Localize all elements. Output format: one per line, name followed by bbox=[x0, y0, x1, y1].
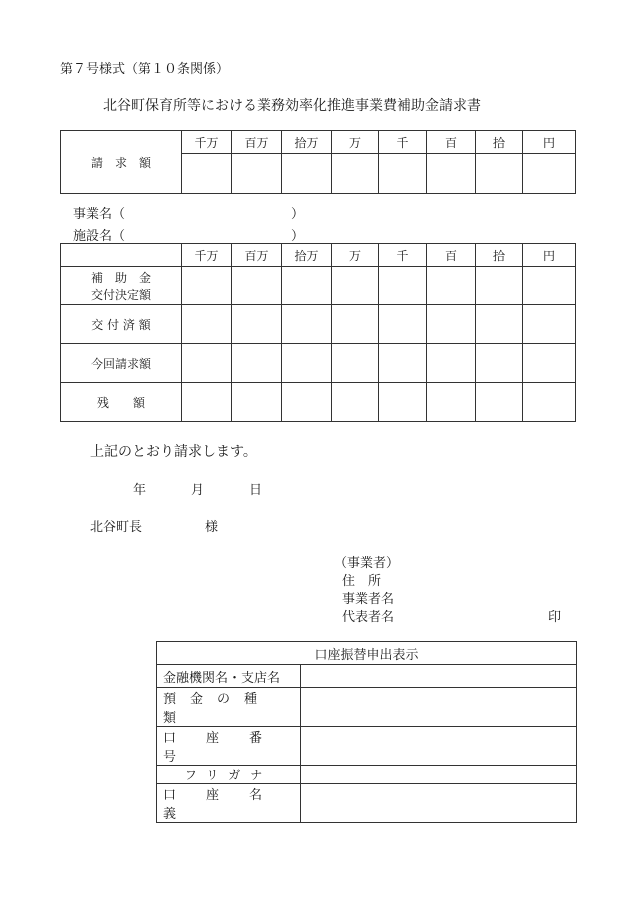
row-label-line: 交付決定額 bbox=[90, 287, 151, 302]
row-label-grant-decision bbox=[61, 267, 182, 305]
account-number-field[interactable] bbox=[301, 727, 577, 766]
digit-cell[interactable] bbox=[476, 383, 523, 422]
digit-cell[interactable] bbox=[476, 305, 523, 344]
honorific: 様 bbox=[205, 520, 219, 535]
digit-cell[interactable] bbox=[282, 305, 332, 344]
bank-account-table bbox=[156, 641, 577, 823]
digit-cell[interactable] bbox=[282, 344, 332, 383]
applicant-header: （事業者） bbox=[334, 556, 400, 571]
digit-cell[interactable] bbox=[523, 383, 576, 422]
digit-header: 万 bbox=[332, 244, 379, 267]
digit-cell[interactable] bbox=[523, 267, 576, 305]
addressee: 北谷町長 bbox=[90, 520, 143, 535]
claim-digit-cell[interactable] bbox=[332, 154, 379, 194]
claim-digit-cell[interactable] bbox=[476, 154, 523, 194]
digit-header: 円 bbox=[523, 131, 576, 154]
seal-mark: 印 bbox=[548, 610, 562, 625]
digit-header: 円 bbox=[523, 244, 576, 267]
applicant-representative-label: 代表者名 bbox=[342, 610, 395, 625]
date-month: 月 bbox=[191, 483, 205, 498]
digit-header: 百 bbox=[427, 131, 476, 154]
row-label-balance: 残 額 bbox=[61, 383, 182, 422]
digit-cell[interactable] bbox=[182, 305, 232, 344]
statement: 上記のとおり請求します。 bbox=[90, 444, 257, 460]
claim-digit-cell[interactable] bbox=[182, 154, 232, 194]
row-label-line: 補 助 金 bbox=[90, 270, 151, 285]
claim-digit-cell[interactable] bbox=[427, 154, 476, 194]
digit-header: 百 bbox=[427, 244, 476, 267]
digit-header: 千万 bbox=[182, 244, 232, 267]
claim-label: 請 求 額 bbox=[61, 131, 182, 194]
digit-cell[interactable] bbox=[232, 383, 282, 422]
bank-row-label bbox=[157, 665, 301, 688]
applicant-business-label: 事業者名 bbox=[342, 592, 395, 607]
facility-name-close: ） bbox=[291, 229, 305, 244]
business-name-label: 事業名（ bbox=[73, 207, 126, 222]
claim-amount-table bbox=[60, 130, 576, 194]
bank-institution-field[interactable] bbox=[301, 665, 577, 688]
facility-name-label: 施設名（ bbox=[73, 229, 126, 244]
bank-row-label bbox=[157, 766, 301, 784]
form-number: 第７号様式（第１０条関係） bbox=[60, 62, 230, 77]
subsidy-table bbox=[60, 243, 576, 422]
digit-cell[interactable] bbox=[332, 344, 379, 383]
digit-cell[interactable] bbox=[282, 383, 332, 422]
label-text: 口座番号 bbox=[163, 731, 293, 765]
bank-row-label bbox=[157, 688, 301, 727]
bank-table-title: 口座振替申出表示 bbox=[157, 642, 577, 665]
digit-cell[interactable] bbox=[182, 267, 232, 305]
applicant-address-label: 住 所 bbox=[342, 574, 382, 589]
form-title: 北谷町保育所等における業務効率化推進事業費補助金請求書 bbox=[103, 98, 481, 114]
digit-header: 千 bbox=[379, 244, 427, 267]
header-blank-cell bbox=[61, 244, 182, 267]
digit-cell[interactable] bbox=[476, 267, 523, 305]
business-name-close: ） bbox=[291, 207, 305, 222]
digit-cell[interactable] bbox=[182, 344, 232, 383]
digit-header: 拾万 bbox=[282, 244, 332, 267]
digit-cell[interactable] bbox=[427, 267, 476, 305]
digit-header: 万 bbox=[332, 131, 379, 154]
digit-header: 拾 bbox=[476, 131, 523, 154]
digit-cell[interactable] bbox=[232, 305, 282, 344]
digit-cell[interactable] bbox=[379, 267, 427, 305]
digit-header: 百万 bbox=[232, 244, 282, 267]
digit-cell[interactable] bbox=[282, 267, 332, 305]
digit-cell[interactable] bbox=[379, 383, 427, 422]
digit-header: 千 bbox=[379, 131, 427, 154]
deposit-type-field[interactable] bbox=[301, 688, 577, 727]
claim-digit-cell[interactable] bbox=[232, 154, 282, 194]
label-text: 預金の種類 bbox=[163, 692, 272, 726]
label-text: 口座名義 bbox=[163, 788, 293, 822]
claim-digit-cell[interactable] bbox=[523, 154, 576, 194]
furigana-field[interactable] bbox=[301, 766, 577, 784]
digit-cell[interactable] bbox=[427, 344, 476, 383]
digit-cell[interactable] bbox=[427, 305, 476, 344]
date-day: 日 bbox=[249, 483, 263, 498]
digit-cell[interactable] bbox=[523, 305, 576, 344]
claim-digit-cell[interactable] bbox=[282, 154, 332, 194]
row-label-current-claim: 今回請求額 bbox=[61, 344, 182, 383]
digit-header: 拾 bbox=[476, 244, 523, 267]
digit-cell[interactable] bbox=[232, 344, 282, 383]
digit-cell[interactable] bbox=[427, 383, 476, 422]
digit-header: 百万 bbox=[232, 131, 282, 154]
claim-digit-cell[interactable] bbox=[379, 154, 427, 194]
label-text: 金融機関名・支店名 bbox=[163, 670, 281, 686]
digit-cell[interactable] bbox=[523, 344, 576, 383]
digit-header: 拾万 bbox=[282, 131, 332, 154]
digit-cell[interactable] bbox=[332, 305, 379, 344]
digit-cell[interactable] bbox=[379, 344, 427, 383]
label-text: フリガナ bbox=[184, 768, 273, 782]
digit-cell[interactable] bbox=[476, 344, 523, 383]
digit-cell[interactable] bbox=[379, 305, 427, 344]
row-label-already-paid: 交 付 済 額 bbox=[61, 305, 182, 344]
digit-cell[interactable] bbox=[332, 267, 379, 305]
bank-row-label bbox=[157, 784, 301, 823]
account-holder-field[interactable] bbox=[301, 784, 577, 823]
digit-cell[interactable] bbox=[332, 383, 379, 422]
date-year: 年 bbox=[133, 483, 147, 498]
bank-row-label bbox=[157, 727, 301, 766]
digit-cell[interactable] bbox=[182, 383, 232, 422]
digit-cell[interactable] bbox=[232, 267, 282, 305]
digit-header: 千万 bbox=[182, 131, 232, 154]
